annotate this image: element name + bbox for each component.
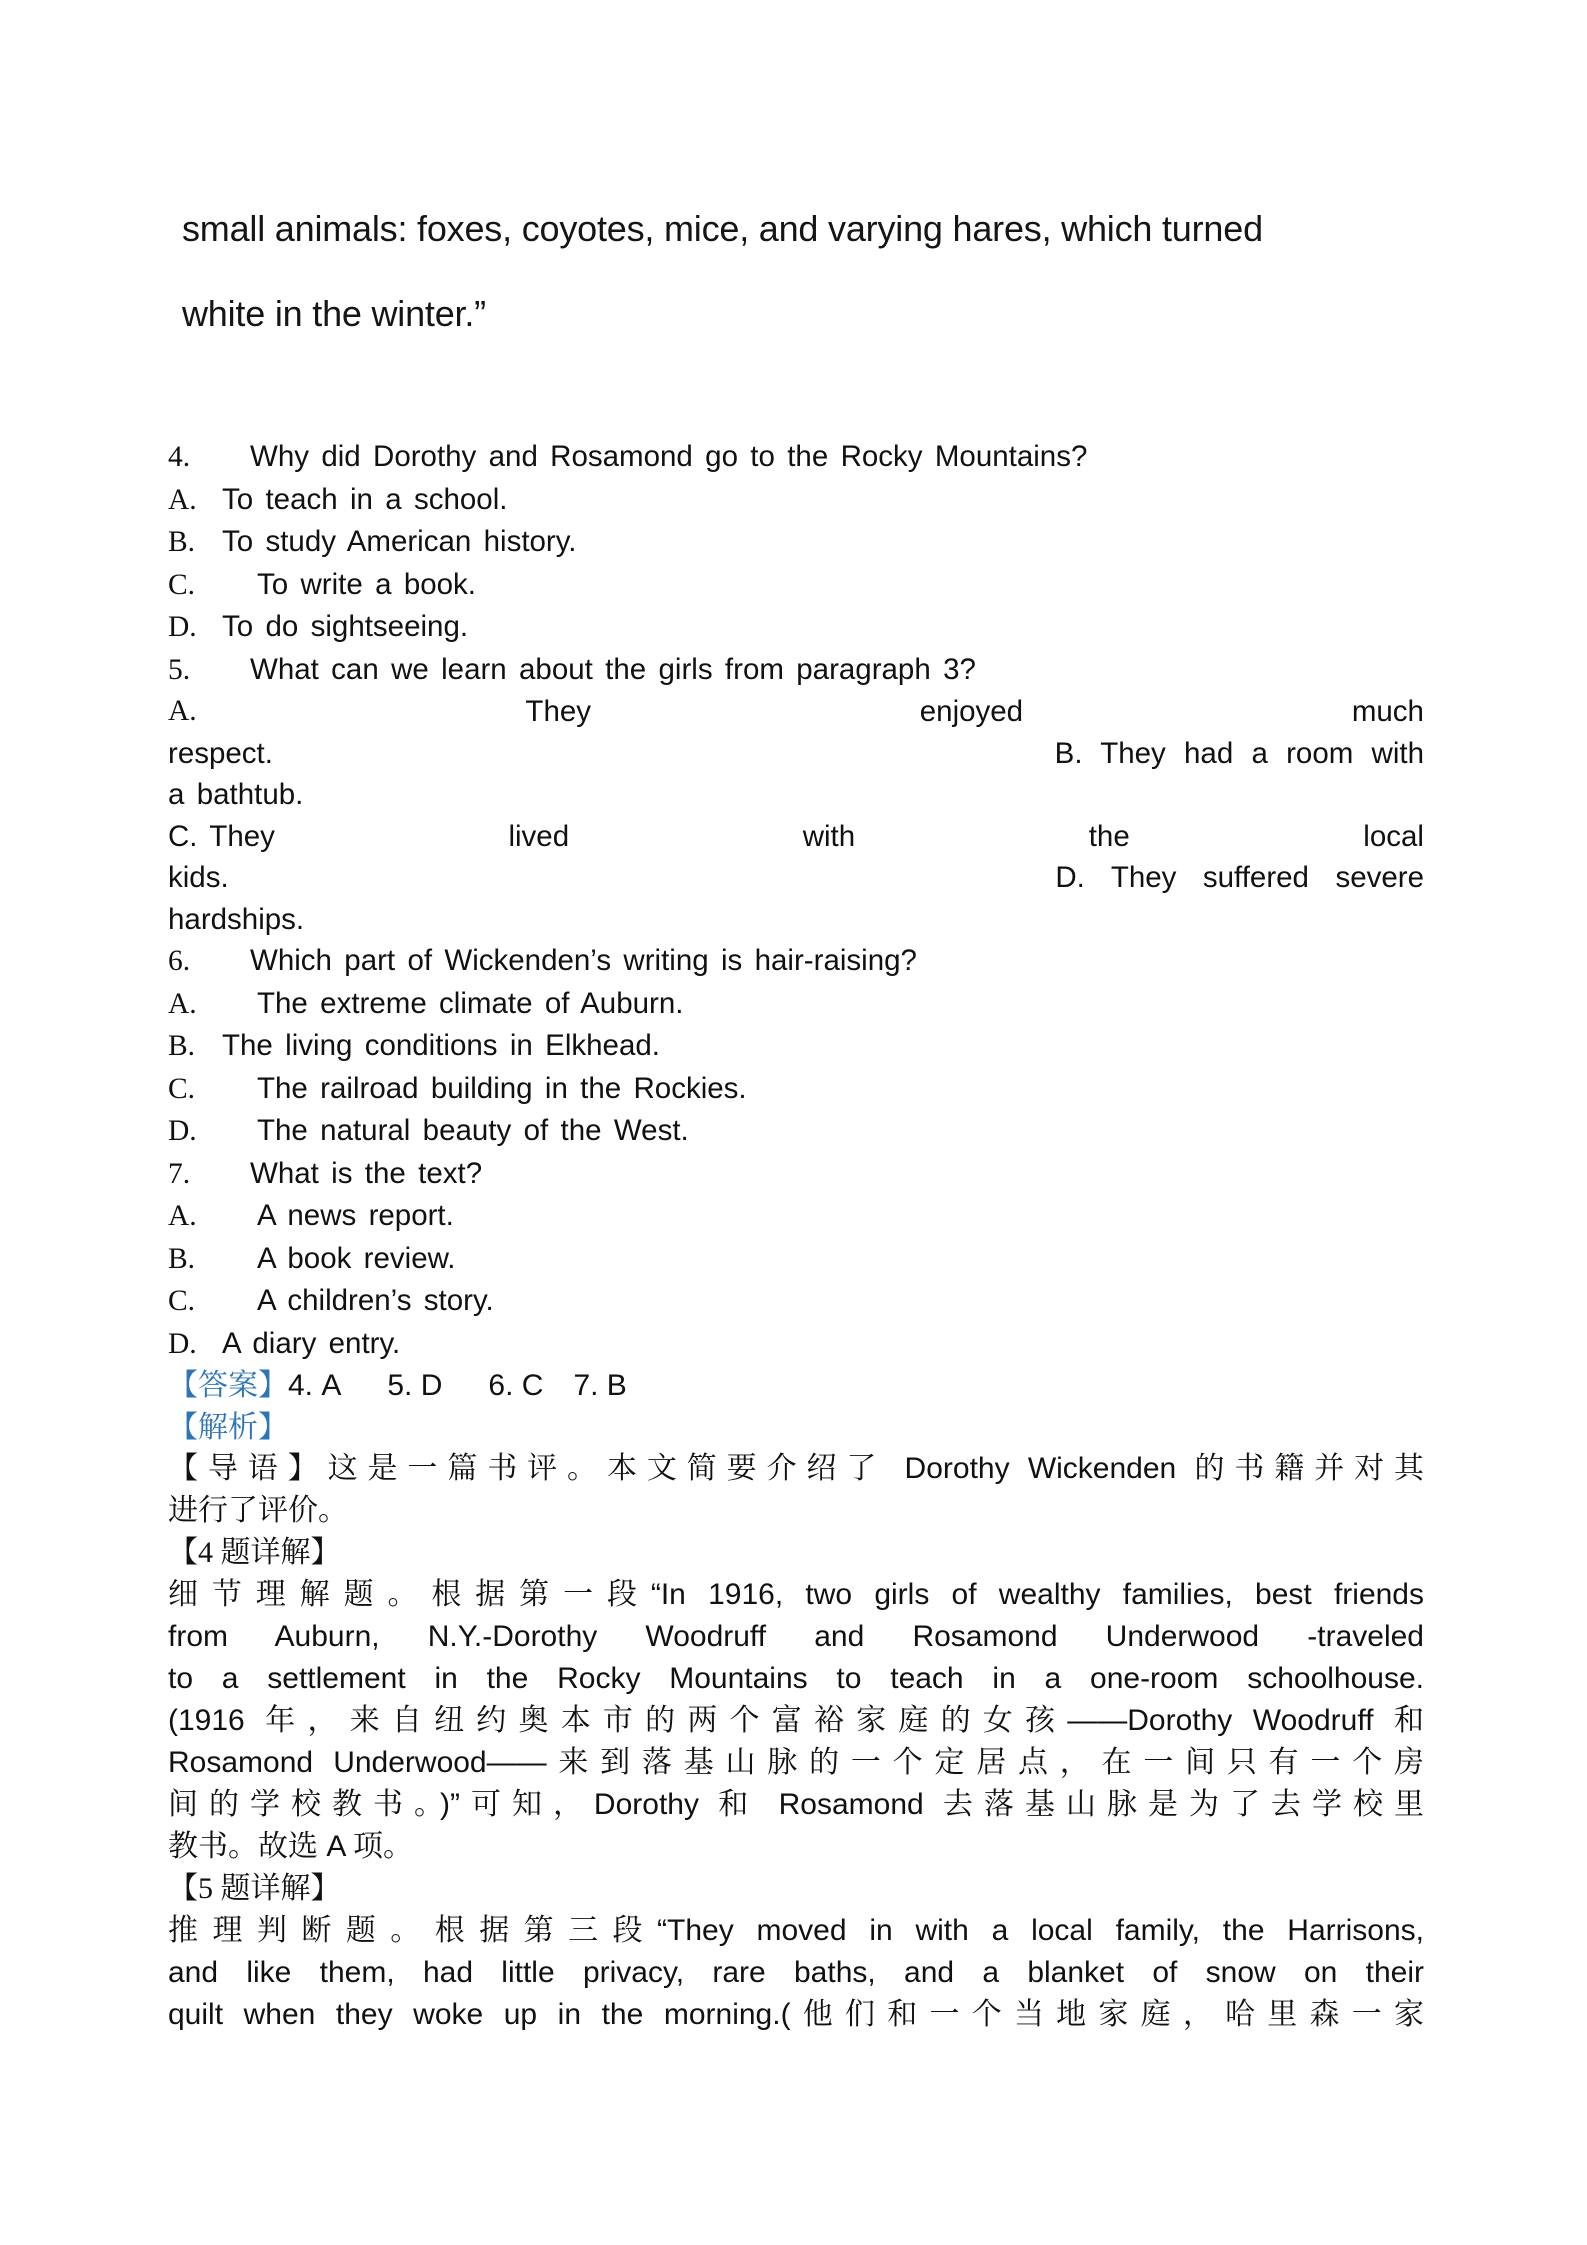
option-label: A. <box>168 483 197 516</box>
option-text: To do sightseeing. <box>222 610 469 643</box>
option-label: A. <box>168 1200 197 1232</box>
option-label: D. <box>168 611 197 643</box>
option-4-b <box>168 521 1424 564</box>
q4-detail-line: to a settlement in the Rocky Mountains to teach in a one-room schoolhouse. <box>168 1662 1424 1695</box>
option-5-a-end-and-5-b <box>168 733 1424 775</box>
answer-item: 4. A <box>288 1369 342 1402</box>
option-text: The railroad building in the Rockies. <box>257 1071 747 1105</box>
question-stem-text: Which part of Wickenden’s writing is hair-raising? <box>250 944 917 977</box>
question-number: 7. <box>168 1157 191 1190</box>
document-page <box>168 186 1424 2036</box>
option-label: C. <box>168 1285 196 1317</box>
question-4-stem <box>168 436 1424 479</box>
option-7-a <box>168 1195 1424 1238</box>
option-6-d <box>168 1110 1424 1153</box>
option-label: B. <box>168 1242 196 1275</box>
option-6-b <box>168 1025 1424 1068</box>
detail-heading-label: 【4 题详解】 <box>168 1536 341 1569</box>
option-text: hardships. <box>168 902 305 936</box>
answers-row <box>168 1365 1424 1407</box>
q4-detail-line: 细节理解题。根据第一段“In 1916, two girls of wealthy families, best friends <box>168 1578 1424 1611</box>
question-stem-text: What is the text? <box>250 1156 483 1190</box>
option-label: D. <box>168 1115 197 1147</box>
questions-block <box>168 436 1424 1365</box>
option-5-b-end <box>168 774 1424 816</box>
option-4-c <box>168 564 1424 607</box>
answer-item: 7. B <box>573 1369 627 1402</box>
q5-detail-line: quilt when they woke up in the morning.(他们和一个当地家庭，哈里森一家 <box>168 1998 1424 2031</box>
quote-line: small animals: foxes, coyotes, mice, and varying hares, which turned <box>182 208 1263 249</box>
question-number: 4. <box>168 441 191 473</box>
option-text: The living conditions in Elkhead. <box>222 1029 660 1062</box>
q5-detail-heading <box>168 1868 1424 1910</box>
q4-detail-heading <box>168 1532 1424 1574</box>
option-label: C. They <box>168 819 275 853</box>
question-5-stem <box>168 649 1424 692</box>
option-4-a <box>168 479 1424 522</box>
analysis-block <box>168 1365 1424 2036</box>
option-text: To teach in a school. <box>222 482 508 516</box>
intro-text: 这是一篇书评。本文简要介绍了 Dorothy Wickenden 的书籍并对其 <box>327 1452 1425 1485</box>
answer-item: 5. D <box>387 1369 443 1402</box>
option-label: B. <box>168 1030 196 1062</box>
question-7-stem <box>168 1153 1424 1196</box>
answer-item: 6. C <box>488 1369 544 1402</box>
q4-detail-line: from Auburn, N.Y.-Dorothy Woodruff and Rosamond Underwood -traveled <box>168 1620 1424 1653</box>
option-text: lived <box>508 819 570 853</box>
option-5-c-end-and-5-d <box>168 857 1424 899</box>
quote-line: white in the winter.” <box>182 293 486 334</box>
question-6-stem <box>168 940 1424 983</box>
option-text: To write a book. <box>257 567 476 601</box>
q4-detail-line: 间的学校教书。)”可知，Dorothy 和 Rosamond 去落基山脉是为了去学校里 <box>168 1788 1424 1821</box>
option-4-d <box>168 606 1424 649</box>
option-label: C. <box>168 568 196 601</box>
option-5-c <box>168 816 1424 858</box>
option-text: They <box>525 695 592 728</box>
analysis-label: 【解析】 <box>168 1410 288 1444</box>
question-stem-text: What can we learn about the girls from paragraph 3? <box>250 652 976 686</box>
option-text: A children’s story. <box>257 1284 494 1317</box>
option-text: To study American history. <box>222 525 577 558</box>
option-text: with <box>802 819 856 853</box>
option-label: A. <box>168 695 197 727</box>
option-text: enjoyed <box>919 695 1024 728</box>
option-text: the <box>1088 819 1130 853</box>
quote-paragraph <box>168 186 1424 356</box>
option-label: D. <box>168 1327 197 1360</box>
q5-detail-line: 推理判断题。根据第三段“They moved in with a local family, the Harrisons, <box>168 1914 1424 1947</box>
option-text: a bathtub. <box>168 778 304 811</box>
intro-label: 【导语】 <box>168 1452 328 1485</box>
option-7-b <box>168 1238 1424 1281</box>
option-text: D. They suffered severe <box>1055 861 1424 894</box>
option-text: The extreme climate of Auburn. <box>257 986 684 1020</box>
option-text: respect. <box>168 736 273 770</box>
option-text: B. They had a room with <box>1054 736 1424 770</box>
option-label: C. <box>168 1072 196 1105</box>
option-5-d-end <box>168 899 1424 941</box>
q4-detail-line: Rosamond Underwood——来到落基山脉的一个定居点，在一间只有一个房 <box>168 1746 1424 1779</box>
intro-row <box>168 1490 1424 1532</box>
answers-label: 【答案】 <box>168 1369 288 1402</box>
option-6-c <box>168 1068 1424 1111</box>
q4-detail-line: (1916 年，来自纽约奥本市的两个富裕家庭的女孩——Dorothy Woodruff 和 <box>168 1704 1424 1737</box>
option-7-d <box>168 1323 1424 1366</box>
question-number: 5. <box>168 653 191 686</box>
option-text: kids. <box>168 861 229 894</box>
detail-heading-label: 【5 题详解】 <box>168 1872 341 1905</box>
option-text: The natural beauty of the West. <box>257 1114 689 1147</box>
q5-detail-line: and like them, had little privacy, rare baths, and a blanket of snow on their <box>168 1956 1424 1989</box>
option-text: local <box>1363 819 1424 853</box>
question-number: 6. <box>168 945 191 977</box>
option-text: much <box>1351 695 1424 728</box>
option-label: B. <box>168 526 196 558</box>
option-5-a <box>168 691 1424 733</box>
analysis-label-row <box>168 1407 1424 1449</box>
option-text: A book review. <box>257 1241 456 1275</box>
option-label: A. <box>168 987 197 1020</box>
question-stem-text: Why did Dorothy and Rosamond go to the Rocky Mountains? <box>250 440 1088 473</box>
q4-detail-line: 教书。故选 A 项。 <box>168 1830 414 1863</box>
option-text: A diary entry. <box>222 1326 401 1360</box>
intro-text: 进行了评价。 <box>168 1494 348 1527</box>
option-text: A news report. <box>257 1199 454 1232</box>
option-6-a <box>168 983 1424 1026</box>
option-7-c <box>168 1280 1424 1323</box>
intro-row <box>168 1448 1424 1490</box>
